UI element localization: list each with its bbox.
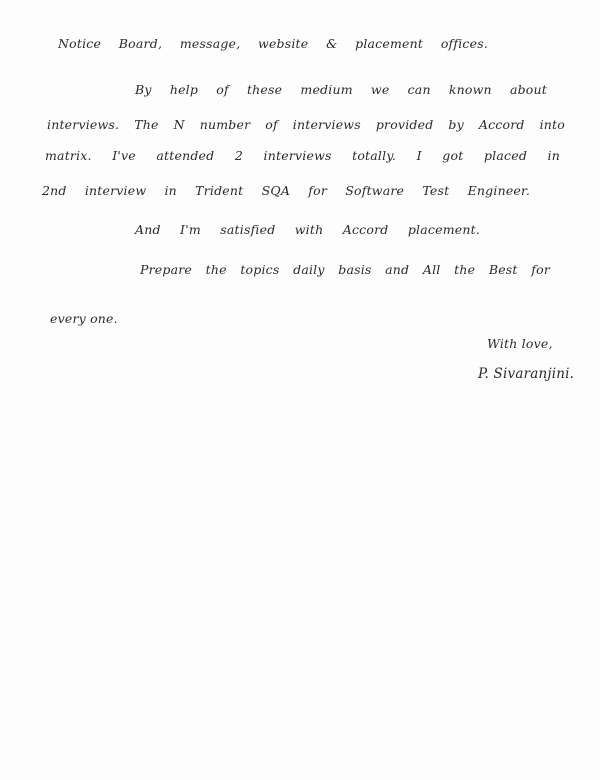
text-line: And I'm satisfied with Accord placement.: [135, 222, 480, 237]
text-line: 2nd interview in Trident SQA for Software Test Engineer.: [42, 183, 530, 198]
text-line: Notice Board, message, website & placement offices.: [58, 36, 488, 51]
signature: P. Sivaranjini.: [478, 366, 575, 382]
text-line: By help of these medium we can known about: [135, 82, 547, 97]
text-line: matrix. I've attended 2 interviews totally. I got placed in: [45, 148, 560, 163]
text-line: Prepare the topics daily basis and All the Best for: [140, 262, 550, 277]
closing-text: With love,: [487, 336, 553, 351]
text-line: interviews. The N number of interviews provided by Accord into: [47, 117, 565, 132]
text-line: every one.: [50, 311, 118, 326]
